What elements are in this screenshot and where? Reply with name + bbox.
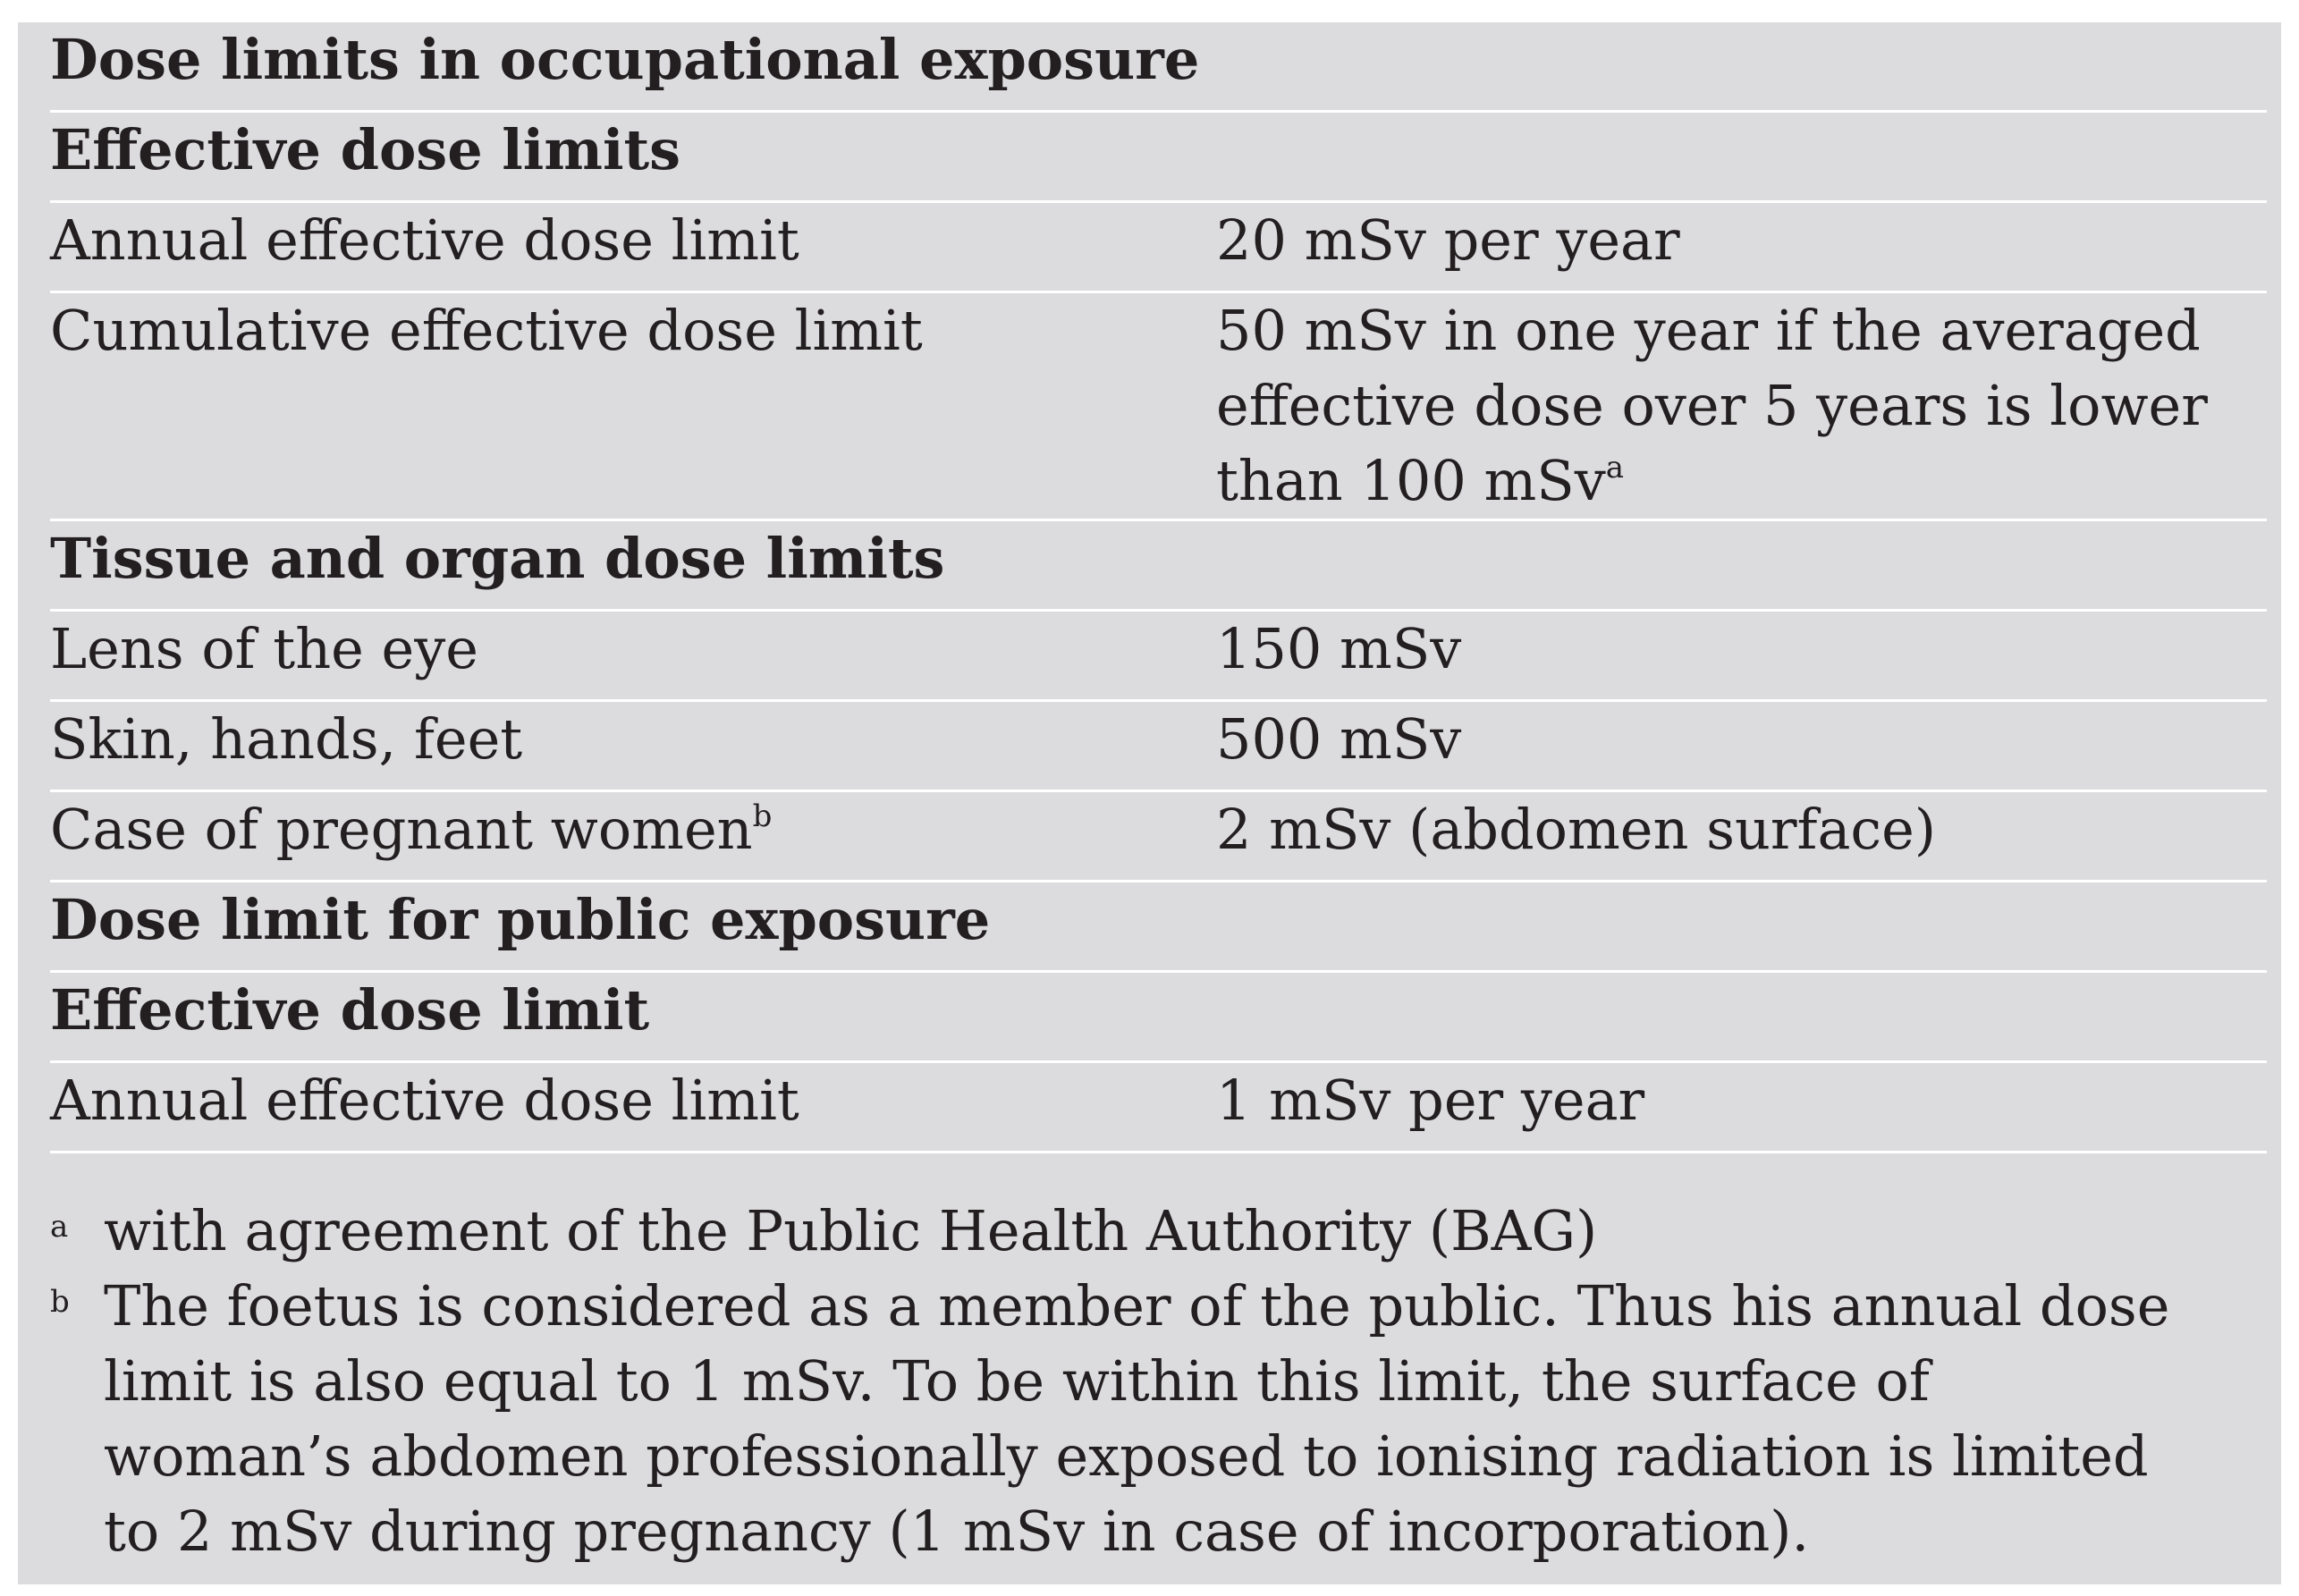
table-row xyxy=(50,202,2267,292)
footnote-line: The foetus is considered as a member of the public. Thus his annual dose xyxy=(104,1273,2170,1338)
section-heading-effective-dose-limit: Effective dose limit xyxy=(50,972,2267,1062)
table-row xyxy=(50,611,2267,701)
row-label-skin-hands-feet: Skin, hands, feet xyxy=(50,701,1216,791)
row-value-public-annual-effective-dose-limit: 1 mSv per year xyxy=(1216,1062,2267,1153)
footnote-marker-b: b xyxy=(752,798,773,834)
table-row xyxy=(50,701,2267,791)
value-line: effective dose over 5 years is lower xyxy=(1216,373,2208,438)
row-value-cumulative-effective-dose-limit xyxy=(1216,292,2267,520)
row-value-skin-hands-feet: 500 mSv xyxy=(1216,701,2267,791)
row-label-lens-of-eye: Lens of the eye xyxy=(50,611,1216,701)
row-label-public-annual-effective-dose-limit: Annual effective dose limit xyxy=(50,1062,1216,1153)
value-line-text: than 100 mSv xyxy=(1216,448,1606,513)
section-heading-public-exposure: Dose limit for public exposure xyxy=(50,882,2267,972)
footnote-a xyxy=(50,1194,2267,1269)
table-title-row xyxy=(50,22,2267,112)
footnotes xyxy=(50,1194,2267,1569)
footnote-text xyxy=(104,1269,2267,1569)
footnote-line: limit is also equal to 1 mSv. To be within this limit, the surface of xyxy=(104,1348,1930,1414)
footnote-marker: b xyxy=(50,1284,70,1320)
footnote-b xyxy=(50,1269,2267,1569)
section-heading-row xyxy=(50,972,2267,1062)
value-line xyxy=(1216,443,2267,519)
footnote-marker-a: a xyxy=(1605,450,1625,486)
footnote-text xyxy=(104,1194,2267,1269)
footnote-marker: a xyxy=(50,1209,69,1245)
table-row xyxy=(50,1062,2267,1153)
section-heading-effective-dose-limits: Effective dose limits xyxy=(50,112,2267,202)
row-value-annual-effective-dose-limit: 20 mSv per year xyxy=(1216,202,2267,292)
row-label-text: Case of pregnant women xyxy=(50,797,753,862)
dose-limits-table-panel xyxy=(18,22,2281,1584)
table-row xyxy=(50,292,2267,520)
section-heading-row xyxy=(50,882,2267,972)
row-value-lens-of-eye: 150 mSv xyxy=(1216,611,2267,701)
table-row xyxy=(50,791,2267,882)
value-line: 50 mSv in one year if the averaged xyxy=(1216,298,2201,363)
footnote-line: woman’s abdomen professionally exposed to ionising radiation is limited xyxy=(104,1423,2149,1489)
table-title: Dose limits in occupational exposure xyxy=(50,22,2267,112)
footnote-line: with agreement of the Public Health Authority (BAG) xyxy=(104,1198,1598,1263)
row-label-cumulative-effective-dose-limit: Cumulative effective dose limit xyxy=(50,292,1216,520)
row-value-pregnant-women: 2 mSv (abdomen surface) xyxy=(1216,791,2267,882)
footnote-line: to 2 mSv during pregnancy (1 mSv in case of incorporation). xyxy=(104,1499,1810,1564)
row-label-annual-effective-dose-limit: Annual effective dose limit xyxy=(50,202,1216,292)
section-heading-row xyxy=(50,520,2267,611)
dose-limits-table xyxy=(50,22,2267,1153)
row-label-pregnant-women xyxy=(50,791,1216,882)
section-heading-row xyxy=(50,112,2267,202)
section-heading-tissue-organ-dose-limits: Tissue and organ dose limits xyxy=(50,520,2267,611)
